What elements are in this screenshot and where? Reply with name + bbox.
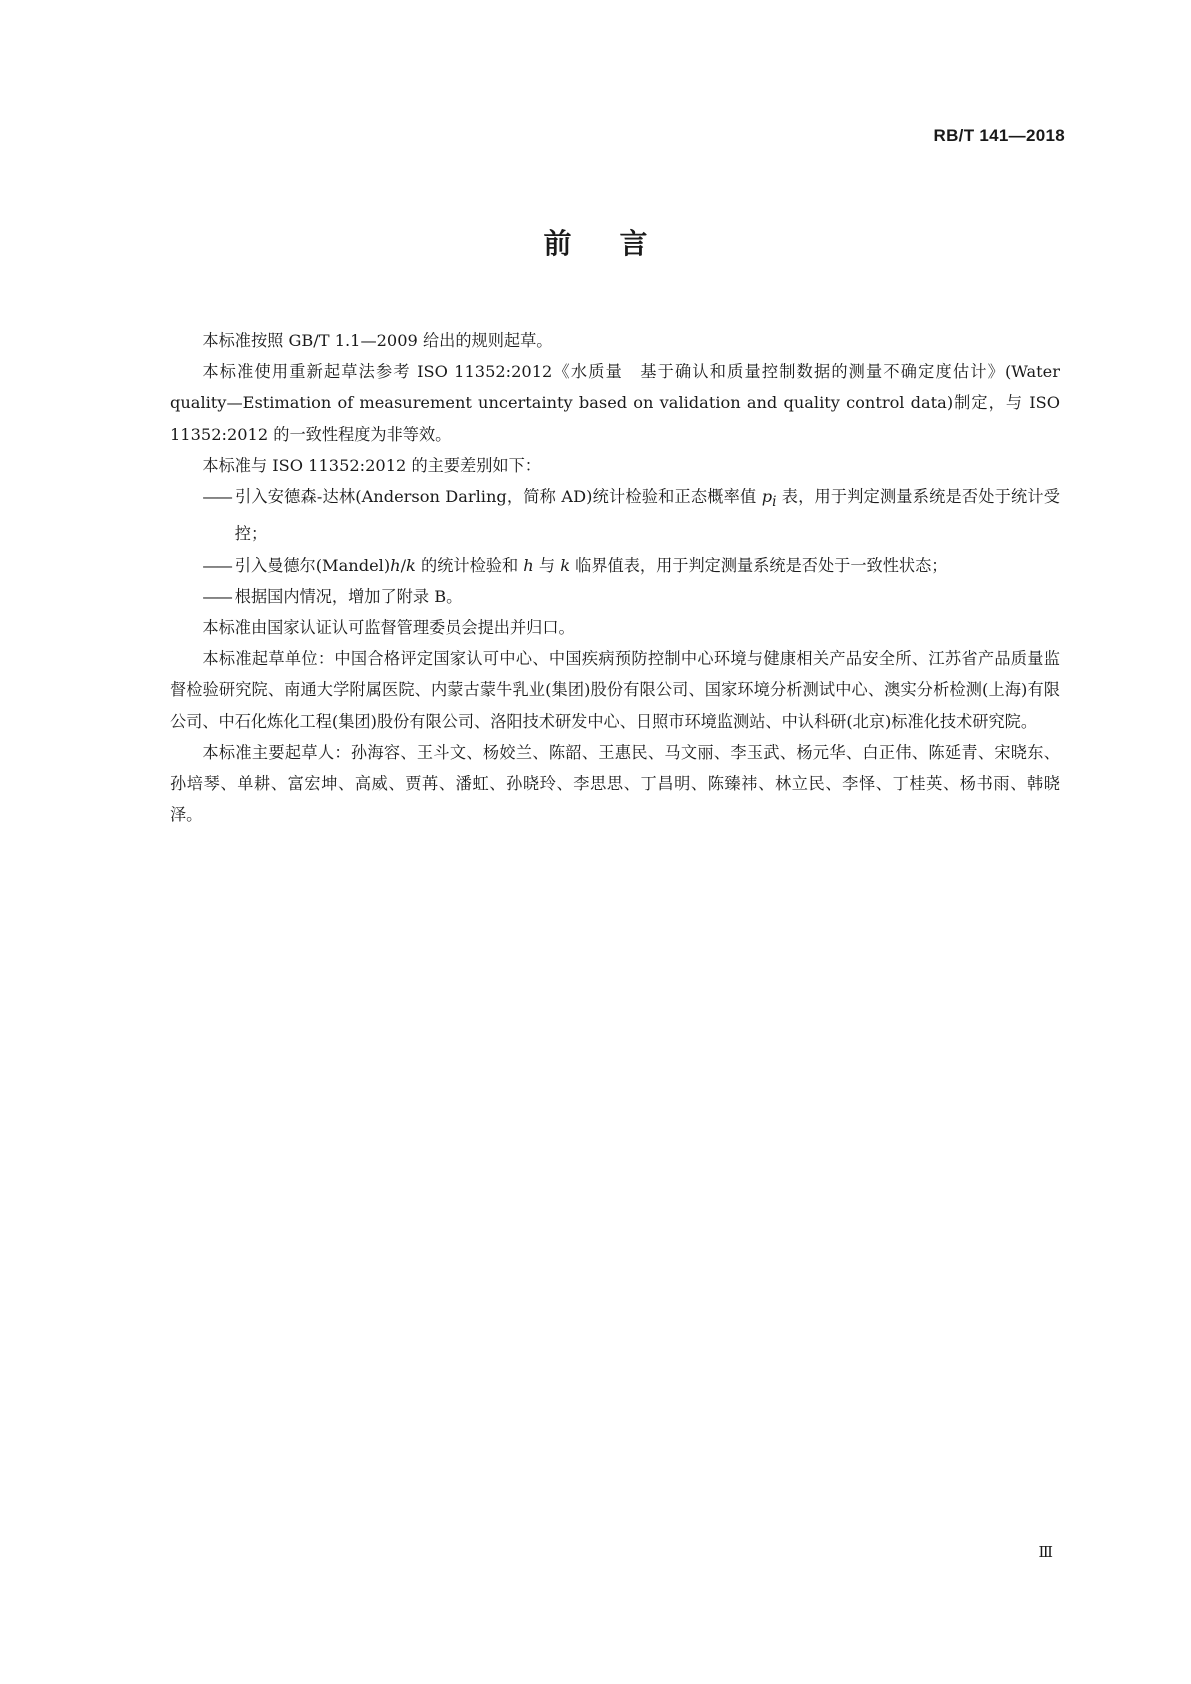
paragraph-drafting-units: 本标准起草单位：中国合格评定国家认可中心、中国疾病预防控制中心环境与健康相关产品安全所、江苏省产品质量监督检验研究院、南通大学附属医院、内蒙古蒙牛乳业(集团)股份有限公司、国家环境分析测试中心、澳实分析检测(上海)有限公司、中石化炼化工程(集团)股份有限公司、洛阳技术研发中心、日照市环境监测站、中认科研(北京)标准化技术研究院。 (170, 649, 1060, 731)
page-number: Ⅲ (1038, 1543, 1053, 1561)
foreword-body (170, 325, 1060, 830)
standard-code: RB/T 141—2018 (933, 126, 1065, 145)
list-dash: —— (202, 487, 231, 507)
list-item-difference-3 (170, 581, 1060, 612)
item-text: 的统计检验和 (415, 555, 524, 575)
item-text: 与 (533, 555, 561, 575)
symbol-p: p (761, 487, 773, 507)
paragraph-reference-standard: 本标准使用重新起草法参考 ISO 11352:2012《水质量 基于确认和质量控制数据的测量不确定度估计》(Water quality—Estimation of measurement uncertainty based on validation and quality control data)制定，与 ISO 11352:2012 的一致性程度为非等效。 (170, 362, 1060, 444)
item-text: 临界值表，用于判定测量系统是否处于一致性状态； (570, 555, 948, 575)
paragraph-drafters: 本标准主要起草人：孙海容、王斗文、杨姣兰、陈韶、王惠民、马文丽、李玉武、杨元华、白正伟、陈延青、宋晓东、孙培琴、单耕、富宏坤、高威、贾苒、潘虹、孙晓玲、李思思、丁昌明、陈臻祎、林立民、李怿、丁桂英、杨书雨、韩晓泽。 (170, 742, 1060, 825)
symbol-k: k (406, 555, 416, 575)
item-text: 表，用于判定测量系统是否处于统计受控； (234, 487, 1060, 544)
symbol-k: k (560, 555, 571, 575)
item-text: 根据国内情况，增加了附录 B。 (234, 586, 463, 606)
list-dash: —— (202, 586, 231, 606)
list-item-difference-2 (170, 550, 1060, 581)
symbol-subscript-i: i (772, 494, 777, 511)
list-item-difference-1 (170, 481, 1060, 550)
paragraph-drafting-rules: 本标准按照 GB/T 1.1—2009 给出的规则起草。 (202, 331, 553, 350)
symbol-h: h (390, 555, 401, 575)
symbol-slash: / (400, 555, 407, 575)
paragraph-proposing-body: 本标准由国家认证认可监督管理委员会提出并归口。 (202, 618, 575, 638)
page-title: 前言 (543, 227, 696, 260)
symbol-h: h (523, 555, 534, 575)
list-dash: —— (202, 555, 231, 575)
item-text: 引入曼德尔(Mandel) (234, 555, 391, 575)
item-text: 引入安德森-达林(Anderson Darling，简称 AD)统计检验和正态概率值 (234, 487, 762, 507)
paragraph-differences-intro: 本标准与 ISO 11352:2012 的主要差别如下： (202, 455, 541, 475)
